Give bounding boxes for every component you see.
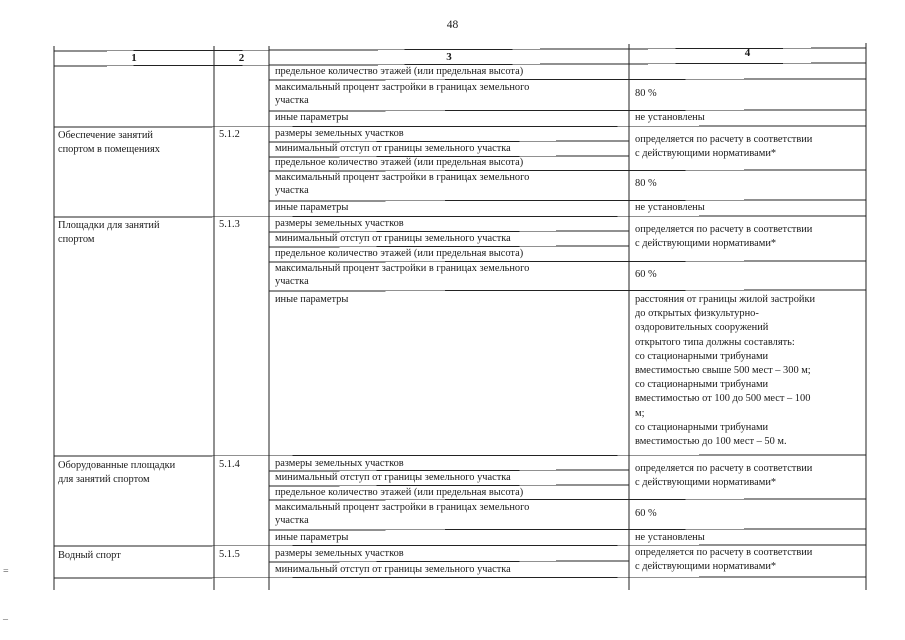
page-number: 48 (446, 19, 459, 31)
param-plot-size: размеры земельных участков (275, 128, 404, 139)
distance-line: со стационарными трибунами (635, 379, 769, 391)
param-max-coverage-cont: участка (275, 515, 309, 526)
param-max-floors: предельное количество этажей (или предельная высота) (275, 248, 524, 259)
param-max-coverage: максимальный процент застройки в границах земельного (275, 82, 530, 93)
margin-mark: – (3, 614, 8, 625)
param-min-setback: минимальный отступ от границы земельного участка (275, 564, 511, 575)
value-calculated-cont: с действующими нормативами* (635, 477, 777, 488)
param-min-setback: минимальный отступ от границы земельного участка (275, 143, 511, 154)
use-code: 5.1.2 (219, 129, 240, 140)
param-plot-size: размеры земельных участков (275, 218, 404, 229)
value-other: не установлены (635, 532, 705, 543)
distance-line: до открытых физкультурно- (635, 308, 759, 320)
value-max-coverage: 60 % (635, 269, 657, 280)
param-max-coverage-cont: участка (275, 185, 309, 196)
param-max-coverage: максимальный процент застройки в границах земельного (275, 263, 530, 274)
param-other: иные параметры (275, 294, 349, 305)
use-name-indoor-sport-cont: спортом в помещениях (58, 144, 160, 155)
param-max-floors: предельное количество этажей (или предельная высота) (275, 66, 524, 77)
distance-line: открытого типа должны составлять: (635, 336, 795, 348)
param-plot-size: размеры земельных участков (275, 458, 404, 469)
value-calculated: определяется по расчету в соответствии (635, 224, 813, 235)
param-min-setback: минимальный отступ от границы земельного участка (275, 472, 511, 483)
param-plot-size: размеры земельных участков (275, 548, 404, 559)
value-calculated-cont: с действующими нормативами* (635, 561, 777, 572)
distance-line: оздоровительных сооружений (635, 322, 769, 334)
use-code: 5.1.4 (219, 459, 240, 470)
value-calculated: определяется по расчету в соответствии (635, 463, 813, 474)
distance-line: вместимостью свыше 500 мест – 300 м; (635, 365, 811, 377)
value-calculated: определяется по расчету в соответствии (635, 134, 813, 145)
value-calculated-cont: с действующими нормативами* (635, 148, 777, 159)
distance-line: вместимостью от 100 до 500 мест – 100 (635, 393, 811, 405)
distance-line: расстояния от границы жилой застройки (635, 294, 816, 305)
use-name-sport-grounds: Площадки для занятий (58, 220, 160, 231)
param-max-floors: предельное количество этажей (или предельная высота) (275, 157, 524, 168)
header-col-2: 2 (238, 52, 245, 64)
value-distance-requirements (635, 293, 862, 449)
param-max-floors: предельное количество этажей (или предельная высота) (275, 487, 524, 498)
value-calculated-cont: с действующими нормативами* (635, 238, 777, 249)
use-name-sport-grounds-cont: спортом (58, 234, 95, 245)
value-other: не установлены (635, 202, 705, 213)
param-min-setback: минимальный отступ от границы земельного участка (275, 233, 511, 244)
param-other: иные параметры (275, 532, 349, 543)
header-col-4: 4 (744, 47, 751, 59)
distance-line: м; (635, 407, 645, 419)
param-other: иные параметры (275, 112, 349, 123)
value-max-coverage: 60 % (635, 508, 657, 519)
param-other: иные параметры (275, 202, 349, 213)
param-max-coverage-cont: участка (275, 276, 309, 287)
value-max-coverage: 80 % (635, 178, 657, 189)
use-code: 5.1.5 (219, 549, 240, 560)
use-name-equipped-grounds: Оборудованные площадки (58, 460, 176, 471)
value-calculated: определяется по расчету в соответствии (635, 547, 813, 558)
use-name-indoor-sport: Обеспечение занятий (58, 130, 153, 141)
param-max-coverage: максимальный процент застройки в границах земельного (275, 172, 530, 183)
distance-line: со стационарными трибунами (635, 421, 769, 433)
value-other: не установлены (635, 112, 705, 123)
use-name-equipped-grounds-cont: для занятий спортом (58, 474, 150, 485)
distance-line: вместимостью до 100 мест – 50 м. (635, 436, 787, 448)
param-max-coverage: максимальный процент застройки в границах земельного (275, 502, 530, 513)
header-col-3: 3 (446, 51, 452, 63)
header-col-1: 1 (131, 52, 137, 64)
param-max-coverage-cont: участка (275, 95, 309, 106)
use-name-water-sport: Водный спорт (58, 550, 121, 561)
use-code: 5.1.3 (219, 219, 240, 230)
distance-line: со стационарными трибунами (635, 350, 769, 362)
value-max-coverage: 80 % (635, 88, 657, 99)
margin-mark: = (3, 566, 9, 577)
